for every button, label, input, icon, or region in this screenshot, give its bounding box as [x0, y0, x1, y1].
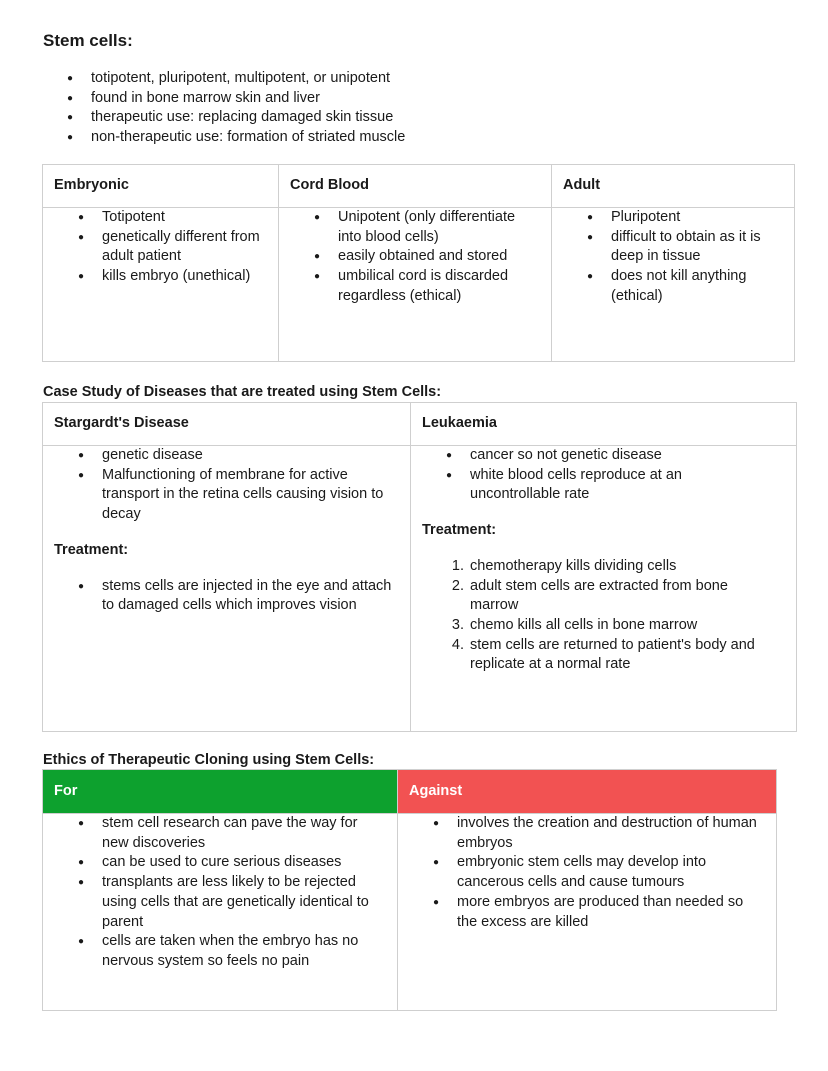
list-item: ● more embryos are produced than needed so the excess are killed [433, 893, 760, 932]
list-item: ● stems cells are injected in the eye and attach to damaged cells which improves vision [78, 577, 402, 616]
for-header: For [43, 770, 398, 814]
list-item: ● Malfunctioning of membrane for active transport in the retina cells causing vision to decay [78, 466, 402, 525]
against-header: Against [398, 770, 777, 814]
step-text: stem cells are returned to patient's body and replicate at a normal rate [470, 636, 755, 673]
list-item: ● white blood cells reproduce at an uncontrollable rate [446, 466, 772, 505]
column-header-adult: Adult [552, 165, 795, 208]
list-item: ● kills embryo (unethical) [78, 267, 270, 287]
list-item: ● does not kill anything (ethical) [587, 267, 776, 306]
ethics-heading: Ethics of Therapeutic Cloning using Stem Cells: [43, 752, 375, 768]
list-item: ● cancer so not genetic disease [446, 446, 772, 466]
column-header-cord-blood: Cord Blood [279, 165, 552, 208]
ethics-table [42, 769, 777, 1011]
list-item: ● genetic disease [78, 446, 402, 466]
embryonic-cell [43, 208, 279, 362]
list-item: ● transplants are less likely to be rejected using cells that are genetically identical to parent [78, 873, 385, 932]
list-item: ● stem cell research can pave the way for new discoveries [78, 814, 385, 853]
step-text: chemotherapy kills dividing cells [470, 557, 677, 574]
list-item [446, 577, 772, 616]
leukaemia-cell [411, 446, 797, 732]
page-title: Stem cells: [43, 31, 133, 50]
case-study-table [42, 402, 797, 732]
list-item: ● Totipotent [78, 208, 270, 228]
step-number: 3. [451, 616, 464, 633]
list-item: ● genetically different from adult patient [78, 228, 270, 267]
list-item: ● totipotent, pluripotent, multipotent, or unipotent [67, 69, 767, 89]
list-item: ● Unipotent (only differentiate into blood cells) [314, 208, 531, 247]
intro-list [67, 69, 767, 148]
step-number: 4. [451, 636, 464, 653]
list-item: ● therapeutic use: replacing damaged skin tissue [67, 108, 767, 128]
stargardt-cell [43, 446, 411, 732]
list-item: ● easily obtained and stored [314, 247, 531, 267]
case-study-heading: Case Study of Diseases that are treated using Stem Cells: [43, 384, 442, 400]
list-item: ● involves the creation and destruction of human embryos [433, 814, 760, 853]
step-number: 1. [451, 557, 464, 574]
column-header-embryonic: Embryonic [43, 165, 279, 208]
list-item: ● difficult to obtain as it is deep in tissue [587, 228, 776, 267]
step-number: 2. [451, 577, 464, 594]
cord-blood-cell [279, 208, 552, 362]
against-cell [398, 814, 777, 1011]
stem-cell-types-table [42, 164, 795, 362]
list-item [446, 557, 772, 577]
list-item [446, 636, 772, 675]
list-item: ● non-therapeutic use: formation of striated muscle [67, 128, 767, 148]
step-text: chemo kills all cells in bone marrow [470, 616, 698, 633]
list-item: ● cells are taken when the embryo has no nervous system so feels no pain [78, 932, 385, 971]
list-item: ● can be used to cure serious diseases [78, 853, 385, 873]
list-item: ● embryonic stem cells may develop into cancerous cells and cause tumours [433, 853, 760, 892]
treatment-label: Treatment: [422, 522, 497, 539]
adult-cell [552, 208, 795, 362]
for-cell [43, 814, 398, 1011]
treatment-label: Treatment: [54, 541, 129, 558]
list-item: ● found in bone marrow skin and liver [67, 89, 767, 109]
list-item [446, 616, 772, 636]
column-header-leukaemia: Leukaemia [411, 403, 797, 446]
column-header-stargardt: Stargardt's Disease [43, 403, 411, 446]
list-item: ● Pluripotent [587, 208, 776, 228]
list-item: ● umbilical cord is discarded regardless (ethical) [314, 267, 531, 306]
step-text: adult stem cells are extracted from bone marrow [470, 577, 728, 614]
